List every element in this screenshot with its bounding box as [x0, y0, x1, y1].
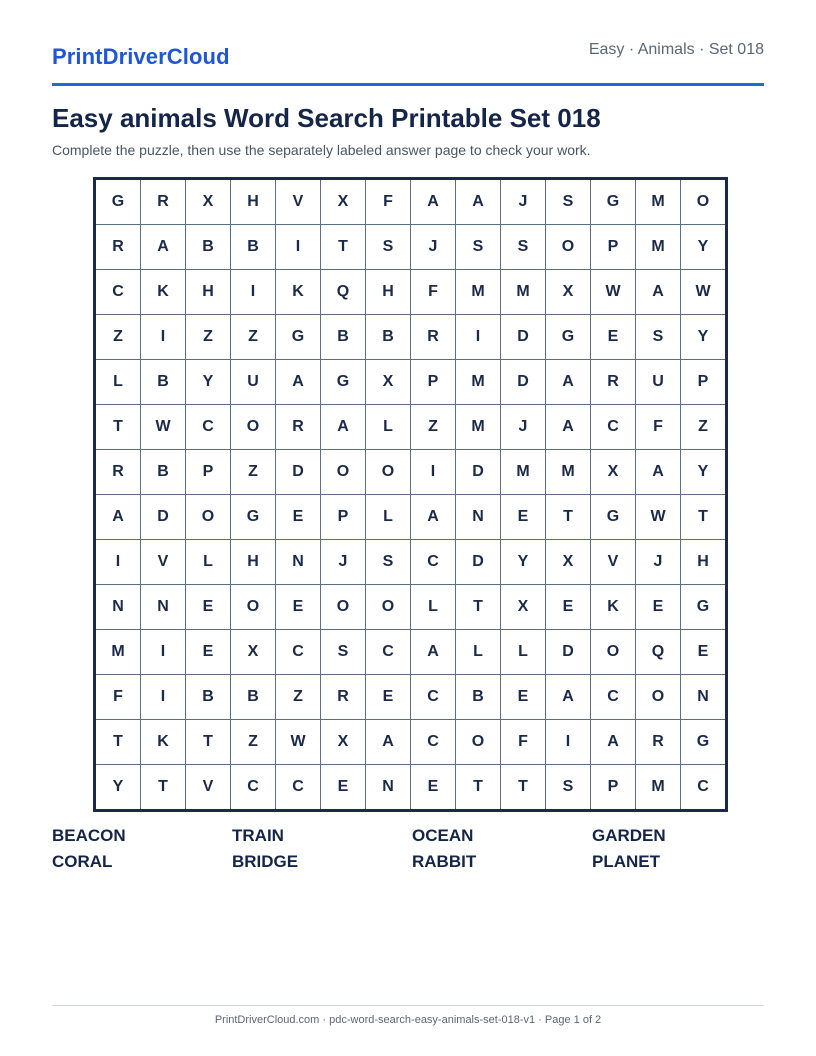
grid-cell: R	[636, 720, 681, 765]
grid-cell: A	[546, 675, 591, 720]
grid-cell: M	[636, 225, 681, 270]
grid-cell: G	[681, 720, 727, 765]
grid-cell: G	[231, 495, 276, 540]
grid-cell: A	[411, 495, 456, 540]
grid-cell: F	[366, 179, 411, 225]
grid-cell: B	[186, 225, 231, 270]
grid-cell: R	[591, 360, 636, 405]
grid-cell: M	[501, 450, 546, 495]
grid-cell: B	[141, 450, 186, 495]
grid-cell: C	[366, 630, 411, 675]
grid-cell: P	[681, 360, 727, 405]
word-list-item: TRAIN	[232, 826, 284, 845]
grid-cell: J	[636, 540, 681, 585]
grid-cell: B	[231, 225, 276, 270]
grid-cell: X	[321, 720, 366, 765]
grid-row	[95, 225, 727, 270]
grid-cell: P	[411, 360, 456, 405]
grid-cell: N	[95, 585, 141, 630]
grid-cell: R	[321, 675, 366, 720]
grid-cell: H	[186, 270, 231, 315]
grid-cell: E	[411, 765, 456, 811]
grid-cell: Q	[636, 630, 681, 675]
grid-cell: I	[95, 540, 141, 585]
grid-cell: Y	[681, 225, 727, 270]
grid-cell: I	[141, 675, 186, 720]
grid-cell: V	[186, 765, 231, 811]
grid-cell: Z	[95, 315, 141, 360]
grid-cell: Z	[276, 675, 321, 720]
page-footer: PrintDriverCloud.com · pdc-word-search-easy-animals-set-018-v1 · Page 1 of 2	[214, 1014, 602, 1026]
grid-row	[95, 270, 727, 315]
grid-cell: Y	[501, 540, 546, 585]
grid-cell: T	[95, 405, 141, 450]
grid-cell: H	[231, 540, 276, 585]
grid-cell: M	[636, 765, 681, 811]
grid-cell: G	[276, 315, 321, 360]
grid-cell: E	[321, 765, 366, 811]
grid-cell: E	[186, 585, 231, 630]
grid-cell: I	[411, 450, 456, 495]
grid-row	[95, 179, 727, 225]
grid-cell: E	[681, 630, 727, 675]
grid-cell: L	[501, 630, 546, 675]
grid-cell: C	[411, 720, 456, 765]
grid-cell: S	[636, 315, 681, 360]
grid-cell: A	[591, 720, 636, 765]
grid-cell: M	[456, 270, 501, 315]
site-logo: PrintDriverCloud	[52, 44, 230, 69]
grid-cell: T	[546, 495, 591, 540]
grid-cell: A	[546, 360, 591, 405]
word-list-item: GARDEN	[592, 826, 666, 845]
grid-cell: J	[501, 405, 546, 450]
grid-row	[95, 765, 727, 811]
grid-cell: Z	[681, 405, 727, 450]
grid-cell: N	[456, 495, 501, 540]
grid-cell: L	[456, 630, 501, 675]
grid-cell: D	[456, 540, 501, 585]
grid-cell: Z	[231, 450, 276, 495]
grid-cell: Y	[681, 450, 727, 495]
grid-cell: M	[95, 630, 141, 675]
grid-cell: S	[366, 225, 411, 270]
grid-cell: T	[456, 585, 501, 630]
word-list-item: RABBIT	[412, 852, 477, 871]
word-list-item: BRIDGE	[232, 852, 299, 871]
grid-cell: G	[321, 360, 366, 405]
grid-cell: Z	[231, 315, 276, 360]
grid-cell: F	[501, 720, 546, 765]
grid-cell: C	[591, 405, 636, 450]
grid-cell: B	[141, 360, 186, 405]
page-subtitle: Complete the puzzle, then use the separately labeled answer page to check your work.	[52, 142, 591, 158]
grid-row	[95, 315, 727, 360]
grid-cell: T	[321, 225, 366, 270]
grid-cell: O	[681, 179, 727, 225]
grid-cell: N	[276, 540, 321, 585]
grid-cell: S	[546, 765, 591, 811]
grid-row	[95, 630, 727, 675]
grid-cell: A	[411, 630, 456, 675]
grid-cell: D	[276, 450, 321, 495]
grid-cell: L	[366, 405, 411, 450]
grid-row	[95, 495, 727, 540]
grid-cell: H	[231, 179, 276, 225]
grid-cell: C	[231, 765, 276, 811]
page-title: Easy animals Word Search Printable Set 018	[52, 103, 601, 133]
grid-cell: T	[186, 720, 231, 765]
grid-cell: O	[546, 225, 591, 270]
grid-cell: X	[546, 540, 591, 585]
grid-cell: E	[501, 675, 546, 720]
grid-cell: S	[501, 225, 546, 270]
grid-row	[95, 720, 727, 765]
grid-cell: D	[456, 450, 501, 495]
grid-cell: P	[591, 225, 636, 270]
grid-cell: A	[141, 225, 186, 270]
grid-cell: O	[366, 585, 411, 630]
grid-cell: W	[276, 720, 321, 765]
grid-row	[95, 360, 727, 405]
grid-cell: F	[95, 675, 141, 720]
grid-cell: O	[231, 405, 276, 450]
grid-cell: R	[95, 450, 141, 495]
grid-cell: E	[636, 585, 681, 630]
grid-cell: A	[456, 179, 501, 225]
grid-cell: I	[546, 720, 591, 765]
grid-cell: E	[366, 675, 411, 720]
grid-cell: R	[411, 315, 456, 360]
grid-cell: T	[501, 765, 546, 811]
grid-cell: A	[636, 270, 681, 315]
grid-cell: E	[186, 630, 231, 675]
grid-cell: C	[186, 405, 231, 450]
grid-cell: B	[231, 675, 276, 720]
header-divider	[52, 83, 764, 86]
grid-cell: R	[276, 405, 321, 450]
grid-cell: G	[546, 315, 591, 360]
grid-cell: Z	[186, 315, 231, 360]
grid-cell: A	[366, 720, 411, 765]
grid-cell: P	[321, 495, 366, 540]
grid-cell: B	[321, 315, 366, 360]
grid-cell: X	[366, 360, 411, 405]
grid-cell: Z	[411, 405, 456, 450]
grid-cell: M	[546, 450, 591, 495]
grid-row	[95, 675, 727, 720]
grid-cell: T	[95, 720, 141, 765]
grid-cell: M	[456, 360, 501, 405]
grid-cell: F	[411, 270, 456, 315]
word-list-item: OCEAN	[412, 826, 474, 845]
grid-cell: W	[636, 495, 681, 540]
grid-cell: X	[231, 630, 276, 675]
grid-cell: C	[411, 675, 456, 720]
grid-cell: A	[411, 179, 456, 225]
grid-cell: D	[546, 630, 591, 675]
grid-cell: J	[321, 540, 366, 585]
grid-cell: W	[591, 270, 636, 315]
word-list-item: BEACON	[52, 826, 126, 845]
grid-cell: D	[141, 495, 186, 540]
grid-cell: G	[681, 585, 727, 630]
grid-cell: F	[636, 405, 681, 450]
grid-cell: X	[591, 450, 636, 495]
word-list-item: CORAL	[52, 852, 113, 871]
grid-cell: E	[276, 495, 321, 540]
grid-cell: S	[366, 540, 411, 585]
word-search-grid	[93, 177, 728, 812]
grid-cell: O	[321, 450, 366, 495]
grid-cell: Y	[95, 765, 141, 811]
grid-row	[95, 540, 727, 585]
word-list-item: PLANET	[592, 852, 660, 871]
grid-cell: T	[681, 495, 727, 540]
grid-cell: X	[321, 179, 366, 225]
grid-cell: Y	[681, 315, 727, 360]
grid-cell: L	[366, 495, 411, 540]
grid-cell: C	[591, 675, 636, 720]
grid-cell: K	[141, 720, 186, 765]
breadcrumb: Easy · Animals · Set 018	[588, 41, 764, 58]
grid-cell: N	[141, 585, 186, 630]
grid-cell: O	[591, 630, 636, 675]
grid-cell: W	[681, 270, 727, 315]
grid-cell: Q	[321, 270, 366, 315]
grid-cell: B	[186, 675, 231, 720]
grid-row	[95, 585, 727, 630]
grid-cell: O	[636, 675, 681, 720]
grid-cell: A	[636, 450, 681, 495]
grid-cell: I	[231, 270, 276, 315]
grid-cell: K	[141, 270, 186, 315]
grid-cell: H	[681, 540, 727, 585]
grid-cell: C	[681, 765, 727, 811]
footer-divider	[52, 1005, 764, 1006]
grid-cell: O	[321, 585, 366, 630]
grid-cell: S	[456, 225, 501, 270]
grid-cell: P	[591, 765, 636, 811]
grid-cell: G	[95, 179, 141, 225]
grid-cell: A	[95, 495, 141, 540]
grid-cell: T	[141, 765, 186, 811]
grid-cell: J	[411, 225, 456, 270]
grid-cell: R	[141, 179, 186, 225]
grid-cell: M	[636, 179, 681, 225]
grid-cell: C	[276, 765, 321, 811]
grid-cell: E	[591, 315, 636, 360]
grid-cell: S	[321, 630, 366, 675]
grid-cell: C	[95, 270, 141, 315]
grid-cell: O	[456, 720, 501, 765]
grid-cell: D	[501, 315, 546, 360]
grid-cell: G	[591, 179, 636, 225]
grid-cell: U	[231, 360, 276, 405]
grid-cell: L	[95, 360, 141, 405]
grid-cell: O	[366, 450, 411, 495]
grid-cell: A	[546, 405, 591, 450]
grid-cell: N	[681, 675, 727, 720]
grid-cell: X	[186, 179, 231, 225]
grid-cell: R	[95, 225, 141, 270]
grid-cell: X	[501, 585, 546, 630]
grid-cell: X	[546, 270, 591, 315]
grid-cell: C	[411, 540, 456, 585]
grid-cell: U	[636, 360, 681, 405]
grid-cell: O	[186, 495, 231, 540]
grid-cell: V	[276, 179, 321, 225]
grid-cell: N	[366, 765, 411, 811]
grid-cell: O	[231, 585, 276, 630]
grid-cell: V	[591, 540, 636, 585]
grid-cell: J	[501, 179, 546, 225]
grid-cell: I	[141, 630, 186, 675]
grid-cell: T	[456, 765, 501, 811]
grid-cell: A	[276, 360, 321, 405]
grid-cell: I	[141, 315, 186, 360]
grid-cell: L	[411, 585, 456, 630]
grid-row	[95, 405, 727, 450]
grid-cell: Y	[186, 360, 231, 405]
grid-cell: I	[456, 315, 501, 360]
grid-cell: L	[186, 540, 231, 585]
grid-cell: Z	[231, 720, 276, 765]
grid-cell: B	[456, 675, 501, 720]
grid-cell: C	[276, 630, 321, 675]
grid-cell: K	[276, 270, 321, 315]
grid-cell: E	[501, 495, 546, 540]
grid-cell: H	[366, 270, 411, 315]
grid-cell: I	[276, 225, 321, 270]
grid-cell: A	[321, 405, 366, 450]
grid-cell: V	[141, 540, 186, 585]
grid-row	[95, 450, 727, 495]
grid-cell: K	[591, 585, 636, 630]
grid-cell: E	[276, 585, 321, 630]
grid-cell: M	[501, 270, 546, 315]
grid-cell: B	[366, 315, 411, 360]
grid-cell: D	[501, 360, 546, 405]
grid-cell: P	[186, 450, 231, 495]
grid-cell: M	[456, 405, 501, 450]
grid-cell: E	[546, 585, 591, 630]
grid-cell: G	[591, 495, 636, 540]
grid-cell: W	[141, 405, 186, 450]
grid-cell: S	[546, 179, 591, 225]
